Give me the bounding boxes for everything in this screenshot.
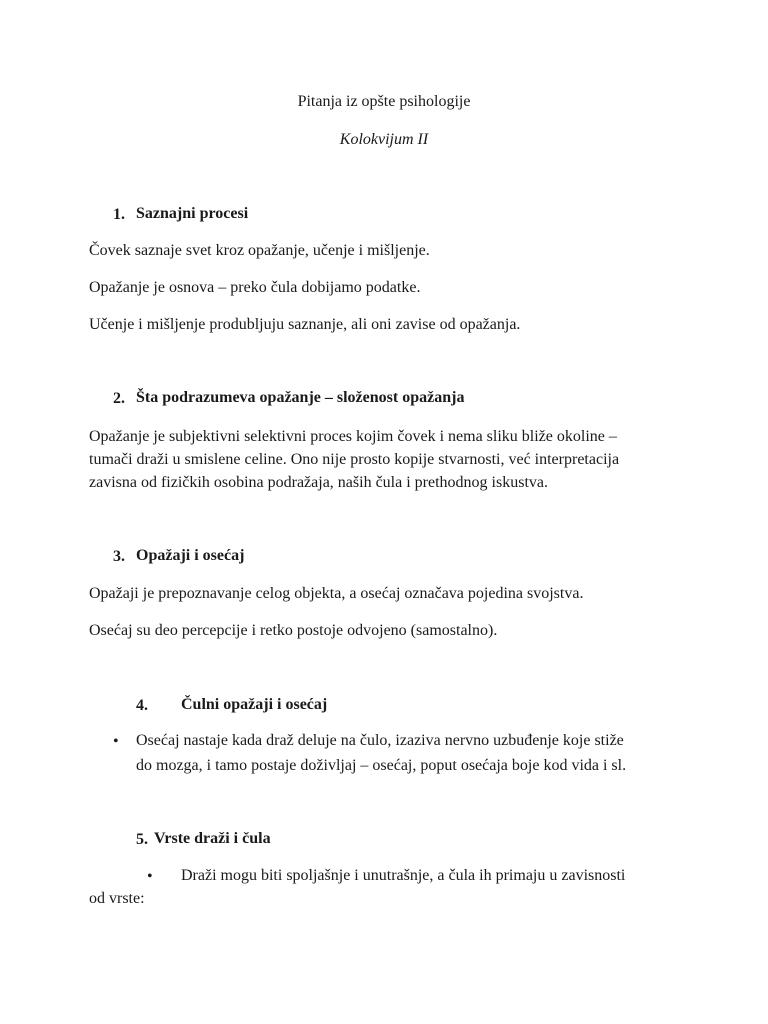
bullet-icon: • [147,868,153,885]
section-3-heading: Opažaji i osećaj [136,547,245,564]
section-2-paragraph-line: zavisna od fizičkih osobina podražaja, naših čula i prethodnog iskustva. [89,474,548,491]
section-1-paragraph: Opažanje je osnova – preko čula dobijamo podatke. [89,279,421,296]
section-1-number: 1. [113,206,125,223]
document-subtitle: Kolokvijum II [339,131,429,148]
section-4-bullet-line: do mozga, i tamo postaje doživljaj – osećaj, poput osećaja boje kod vida i sl. [136,757,627,774]
section-2-paragraph-line: tumači draži u smislene celine. Ono nije prosto kopije stvarnosti, već interpretacija [89,451,620,468]
section-4-heading: Čulni opažaji i osećaj [181,696,328,713]
section-5-heading: Vrste draži i čula [154,830,271,847]
section-3-paragraph: Osećaj su deo percepcije i retko postoje odvojeno (samostalno). [89,622,498,639]
section-5-bullet-line: od vrste: [89,890,145,907]
section-3-number: 3. [113,548,125,565]
section-2-paragraph-line: Opažanje je subjektivni selektivni proces kojim čovek i nema sliku bliže okoline – [89,428,617,445]
section-1-heading: Saznajni procesi [136,205,249,222]
section-5-number: 5. [136,831,148,848]
section-5-bullet-line: Draži mogu biti spoljašnje i unutrašnje, a čula ih primaju u zavisnosti [181,867,626,884]
section-4-number: 4. [136,697,148,714]
section-1-paragraph: Učenje i mišljenje produbljuju saznanje, ali oni zavise od opažanja. [89,316,521,333]
bullet-icon: • [113,733,119,750]
section-1-paragraph: Čovek saznaje svet kroz opažanje, učenje i mišljenje. [89,242,430,259]
document-title: Pitanja iz opšte psihologije [297,93,471,110]
section-3-paragraph: Opažaji je prepoznavanje celog objekta, a osećaj označava pojedina svojstva. [89,585,584,602]
section-4-bullet-line: Osećaj nastaje kada draž deluje na čulo, izaziva nervno uzbuđenje koje stiže [136,732,624,749]
section-2-number: 2. [113,390,125,407]
section-2-heading: Šta podrazumeva opažanje – složenost opažanja [136,389,465,406]
